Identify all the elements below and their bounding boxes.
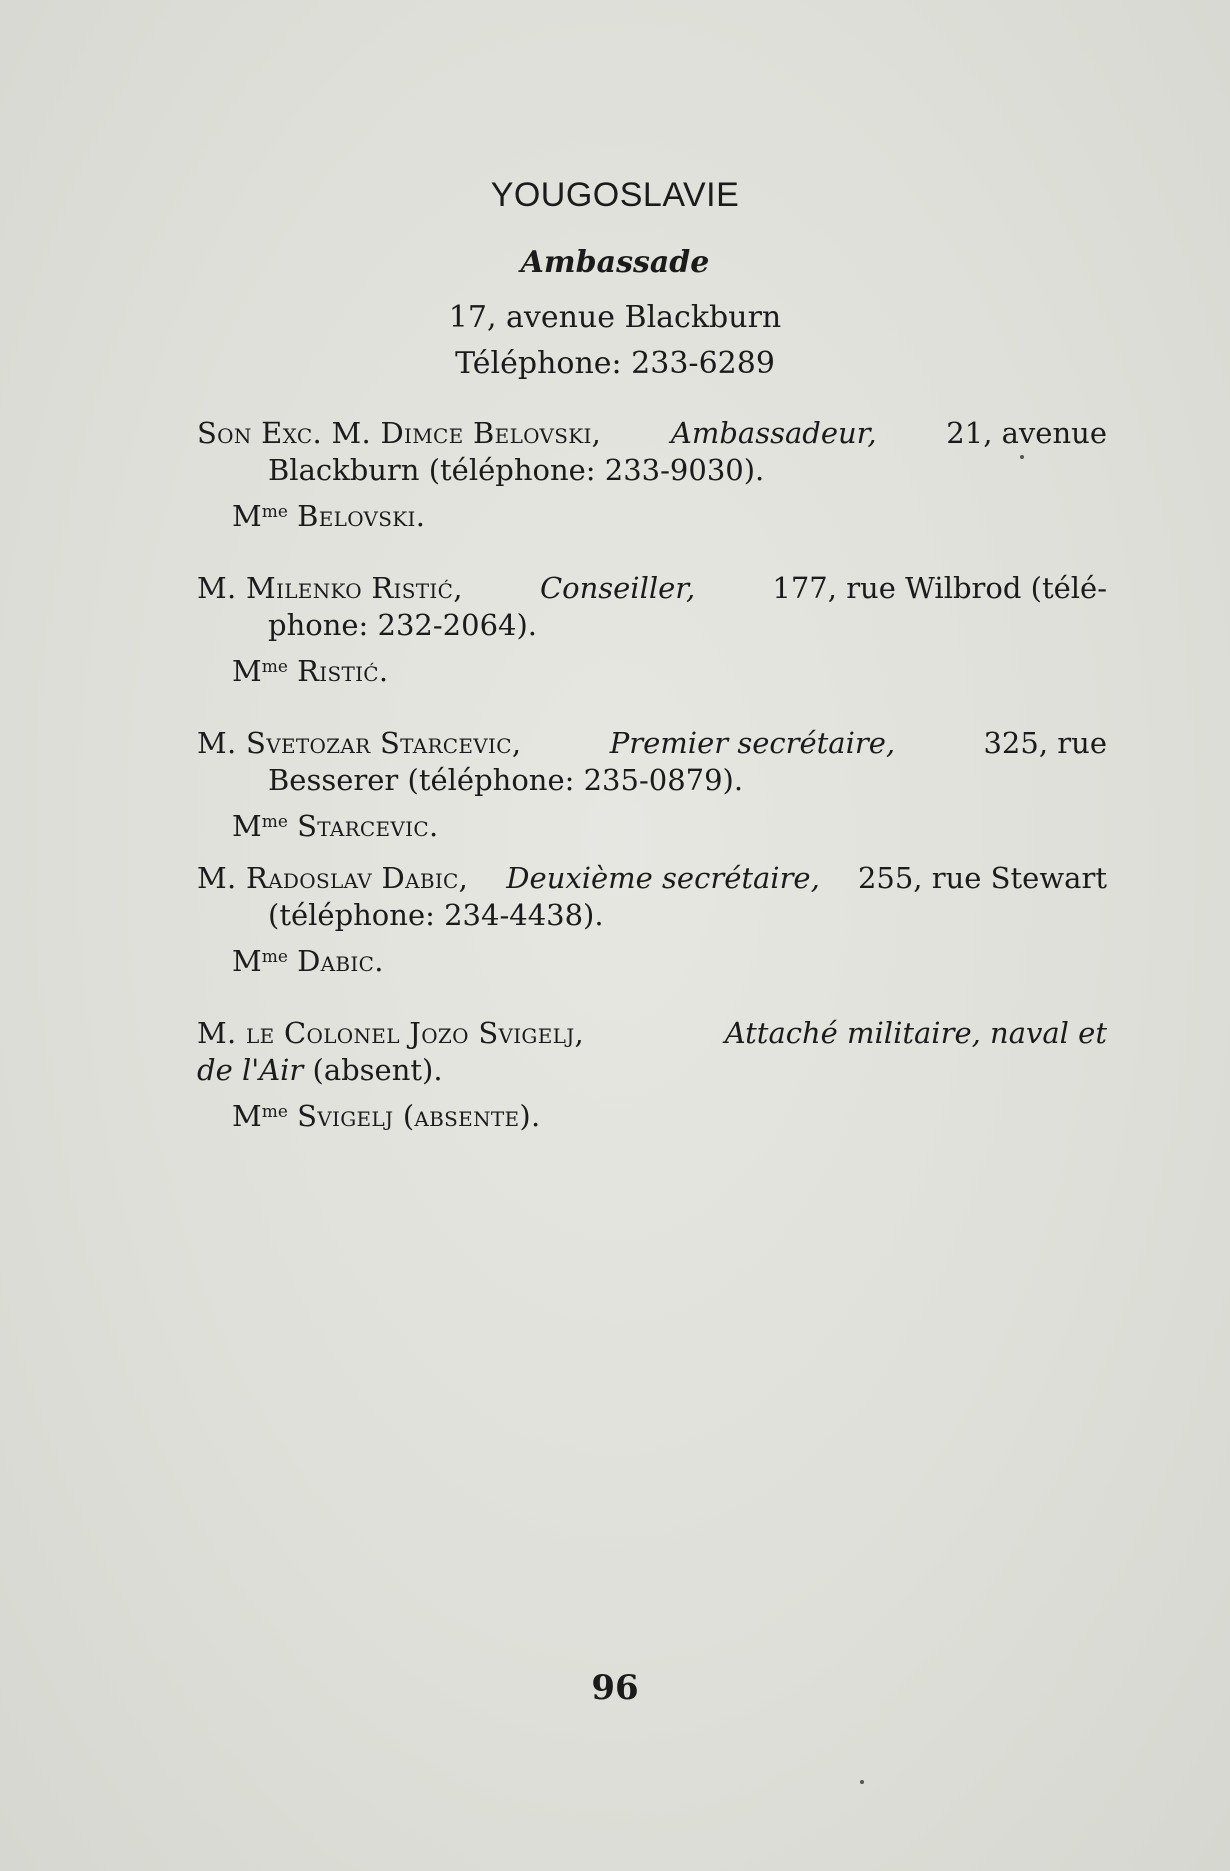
entry-address: 177, rue Wilbrod (télé- [772, 571, 1107, 605]
entry-line-2: phone: 232-2064). [268, 608, 538, 642]
entry-title: Ambassadeur, [670, 416, 877, 450]
staff-entry-military-attache [197, 1015, 1107, 1135]
entry-title: Premier secrétaire, [609, 726, 896, 760]
staff-entry-counsellor [197, 570, 1107, 690]
entry-spouse: $M^{me}$ Svigelj (absente). [232, 1099, 541, 1133]
embassy-telephone: Téléphone: 233-6289 [455, 346, 775, 381]
staff-entry-first-secretary [197, 725, 1107, 845]
staff-entry-ambassador [197, 415, 1107, 535]
entry-spouse: $M^{me}$ Starcevic. [232, 809, 439, 843]
entry-name: M. le Colonel Jozo Svigelj, [197, 1016, 585, 1050]
ink-speck [860, 1780, 864, 1784]
entry-name: Son Exc. M. Dimce Belovski, [197, 416, 602, 450]
country-heading: YOUGOSLAVIE [490, 176, 740, 214]
entry-title: Deuxième secrétaire, [506, 861, 820, 895]
entry-line-2: (téléphone: 234-4438). [268, 898, 604, 932]
entry-address: 255, rue Stewart [857, 861, 1107, 895]
entry-line-1 [197, 725, 1107, 762]
entry-name: M. Milenko Ristić, [197, 571, 463, 605]
entry-spouse: $M^{me}$ Belovski. [232, 499, 426, 533]
entry-address: 325, rue [983, 726, 1107, 760]
page-number: 96 [591, 1668, 639, 1708]
entry-line-1 [197, 570, 1107, 607]
entry-address: 21, avenue [946, 416, 1107, 450]
entry-line-1 [197, 415, 1107, 452]
entry-spouse: $M^{me}$ Ristić. [232, 654, 389, 688]
embassy-address: 17, avenue Blackburn [448, 300, 782, 335]
ink-speck [1020, 455, 1024, 459]
entry-line-1 [197, 860, 1107, 897]
entry-spouse: $M^{me}$ Dabic. [232, 944, 384, 978]
entry-line-2: Blackburn (téléphone: 233-9030). [268, 453, 765, 487]
entry-title: Attaché militaire, naval et [724, 1016, 1107, 1050]
entry-line-1 [197, 1015, 1107, 1052]
entry-line-2: Besserer (téléphone: 235-0879). [268, 763, 744, 797]
entry-title: Conseiller, [539, 571, 696, 605]
section-heading: Ambassade [520, 245, 710, 280]
staff-list [197, 415, 1107, 1135]
staff-entry-second-secretary [197, 860, 1107, 980]
entry-line-2: de l'Air (absent). [197, 1053, 443, 1087]
entry-name: M. Svetozar Starcevic, [197, 726, 522, 760]
entry-name: M. Radoslav Dabic, [197, 861, 469, 895]
